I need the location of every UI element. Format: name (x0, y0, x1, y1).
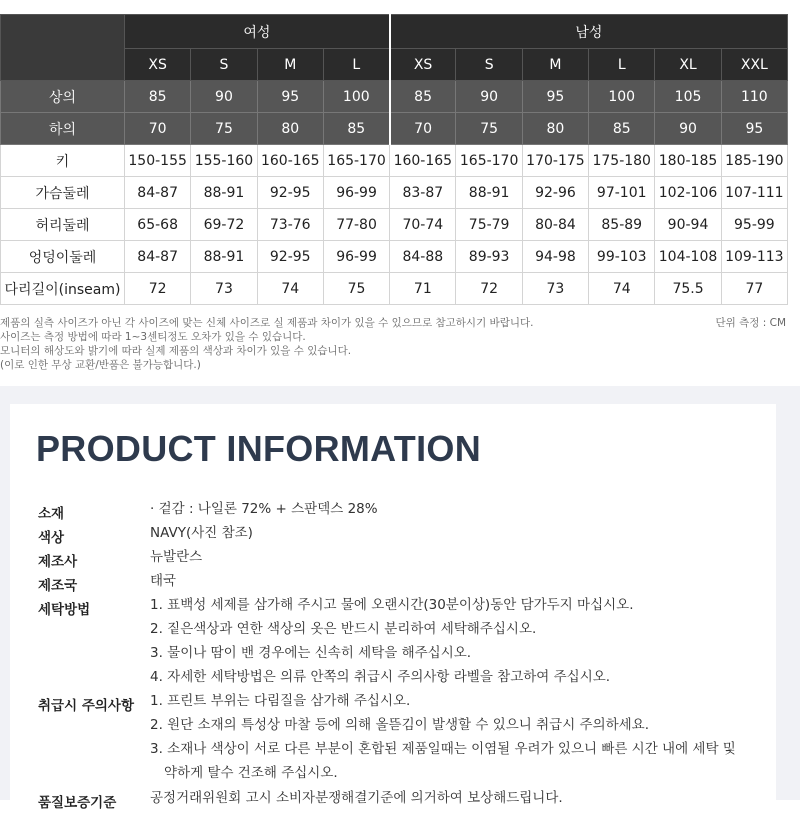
caution-item: 약하게 탈수 건조해 주십시오. (164, 765, 338, 781)
product-info-title: PRODUCT INFORMATION (36, 428, 481, 469)
table-cell: 80-84 (522, 209, 588, 241)
inseam-row (1, 273, 788, 305)
table-cell: 100 (323, 81, 389, 113)
table-cell: 70-74 (390, 209, 456, 241)
product-info-card (10, 404, 776, 824)
warranty-label: 품질보증기준 (38, 795, 117, 811)
row-label: 다리길이(inseam) (1, 273, 125, 305)
caution-label: 취급시 주의사항 (38, 698, 134, 714)
table-cell: 85-89 (589, 209, 655, 241)
size-chart-table (0, 14, 788, 305)
row-label: 하의 (1, 113, 125, 145)
wash-label: 세탁방법 (38, 602, 91, 618)
size-header-cell: S (191, 49, 257, 81)
caution-item: 2. 원단 소재의 특성상 마찰 등에 의해 올뜯김이 발생할 수 있으니 취급시 주의하세요. (150, 717, 650, 733)
country-label: 제조국 (38, 578, 78, 594)
size-header-cell: L (323, 49, 389, 81)
product-info-section (0, 386, 800, 811)
table-cell: 88-91 (191, 241, 257, 273)
table-cell: 100 (589, 81, 655, 113)
note-line: (이로 인한 무상 교환/반품은 불가능합니다.) (0, 359, 201, 371)
table-cell: 83-87 (390, 177, 456, 209)
size-header-cell: XL (655, 49, 721, 81)
women-group-header: 여성 (125, 15, 390, 49)
table-cell: 90 (191, 81, 257, 113)
table-cell: 105 (655, 81, 721, 113)
table-cell: 97-101 (589, 177, 655, 209)
size-header-cell: XS (125, 49, 191, 81)
men-group-header: 남성 (390, 15, 788, 49)
table-cell: 85 (323, 113, 389, 145)
table-corner-cell (1, 15, 125, 81)
row-label: 가슴둘레 (1, 177, 125, 209)
wash-item: 1. 표백성 세제를 삼가해 주시고 물에 오랜시간(30분이상)동안 담가두지 마십시오. (150, 597, 634, 613)
table-cell: 75 (191, 113, 257, 145)
note-line: 제품의 실측 사이즈가 아닌 각 사이즈에 맞는 신체 사이즈로 실 제품과 차이가 있을 수 있으므로 참고하시기 바랍니다. (0, 317, 534, 329)
table-cell: 72 (456, 273, 522, 305)
top-size-row (1, 81, 788, 113)
bottom-size-row (1, 113, 788, 145)
size-header-cell: S (456, 49, 522, 81)
table-cell: 89-93 (456, 241, 522, 273)
table-cell: 71 (390, 273, 456, 305)
table-cell: 170-175 (522, 145, 588, 177)
caution-list (150, 689, 770, 785)
hip-row (1, 241, 788, 273)
table-cell: 102-106 (655, 177, 721, 209)
wash-item: 2. 짙은색상과 연한 색상의 옷은 반드시 분리하여 세탁해주십시오. (150, 621, 537, 637)
wash-item: 4. 자세한 세탁방법은 의류 안쪽의 취급시 주의사항 라벨을 참고하여 주십시오. (150, 669, 611, 685)
table-cell: 73 (522, 273, 588, 305)
row-label: 엉덩이둘레 (1, 241, 125, 273)
table-cell: 160-165 (390, 145, 456, 177)
table-cell: 84-87 (125, 177, 191, 209)
note-line: 모니터의 해상도와 밝기에 따라 실제 제품의 색상과 차이가 있을 수 있습니다. (0, 345, 352, 357)
table-cell: 72 (125, 273, 191, 305)
table-cell: 70 (125, 113, 191, 145)
table-cell: 90-94 (655, 209, 721, 241)
table-cell: 90 (456, 81, 522, 113)
table-cell: 160-165 (257, 145, 323, 177)
warranty-value: 공정거래위원회 고시 소비자분쟁해결기준에 의거하여 보상해드립니다. (150, 790, 563, 806)
table-cell: 175-180 (589, 145, 655, 177)
table-cell: 88-91 (191, 177, 257, 209)
table-cell: 75 (456, 113, 522, 145)
table-cell: 75-79 (456, 209, 522, 241)
size-header-cell: M (522, 49, 588, 81)
material-label: 소재 (38, 506, 65, 522)
table-cell: 65-68 (125, 209, 191, 241)
material-value: · 겉감 : 나일론 72% + 스판덱스 28% (150, 501, 378, 517)
table-cell: 90 (655, 113, 721, 145)
table-cell: 165-170 (456, 145, 522, 177)
table-cell: 185-190 (721, 145, 787, 177)
row-label: 상의 (1, 81, 125, 113)
table-cell: 180-185 (655, 145, 721, 177)
maker-label: 제조사 (38, 554, 78, 570)
unit-note: 단위 측정 : CM (715, 317, 786, 329)
table-cell: 155-160 (191, 145, 257, 177)
table-cell: 80 (257, 113, 323, 145)
table-cell: 77 (721, 273, 787, 305)
table-cell: 69-72 (191, 209, 257, 241)
color-label: 색상 (38, 530, 65, 546)
table-cell: 84-88 (390, 241, 456, 273)
size-header-cell: L (589, 49, 655, 81)
table-cell: 88-91 (456, 177, 522, 209)
table-cell: 73 (191, 273, 257, 305)
color-value: NAVY(사진 참조) (150, 525, 253, 541)
table-cell: 92-95 (257, 177, 323, 209)
table-cell: 77-80 (323, 209, 389, 241)
table-cell: 96-99 (323, 177, 389, 209)
table-cell: 74 (257, 273, 323, 305)
table-cell: 109-113 (721, 241, 787, 273)
table-cell: 104-108 (655, 241, 721, 273)
table-cell: 110 (721, 81, 787, 113)
size-header-cell: XXL (721, 49, 787, 81)
table-cell: 94-98 (522, 241, 588, 273)
table-cell: 107-111 (721, 177, 787, 209)
waist-row (1, 209, 788, 241)
country-value: 태국 (150, 573, 177, 589)
table-cell: 73-76 (257, 209, 323, 241)
caution-item: 1. 프린트 부위는 다림질을 삼가해 주십시오. (150, 693, 411, 709)
note-line: 사이즈는 측정 방법에 따라 1~3센티정도 오차가 있을 수 있습니다. (0, 331, 306, 343)
table-cell: 92-96 (522, 177, 588, 209)
table-cell: 70 (390, 113, 456, 145)
size-header-cell: M (257, 49, 323, 81)
height-row (1, 145, 788, 177)
gender-header-row (1, 15, 788, 49)
row-label: 허리둘레 (1, 209, 125, 241)
table-cell: 92-95 (257, 241, 323, 273)
table-cell: 96-99 (323, 241, 389, 273)
wash-list (150, 593, 770, 689)
chest-row (1, 177, 788, 209)
table-cell: 85 (589, 113, 655, 145)
size-notes (0, 316, 790, 372)
size-header-cell: XS (390, 49, 456, 81)
table-cell: 85 (125, 81, 191, 113)
table-cell: 74 (589, 273, 655, 305)
caution-item: 3. 소재나 색상이 서로 다른 부분이 혼합된 제품일때는 이염될 우려가 있으니 빠른 시간 내에 세탁 및 (150, 741, 736, 757)
table-cell: 95 (721, 113, 787, 145)
table-cell: 99-103 (589, 241, 655, 273)
table-cell: 95 (522, 81, 588, 113)
table-cell: 85 (390, 81, 456, 113)
table-cell: 95 (257, 81, 323, 113)
wash-item: 3. 물이나 땀이 밴 경우에는 신속히 세탁을 해주십시오. (150, 645, 472, 661)
table-cell: 165-170 (323, 145, 389, 177)
row-label: 키 (1, 145, 125, 177)
table-cell: 80 (522, 113, 588, 145)
table-cell: 84-87 (125, 241, 191, 273)
table-cell: 95-99 (721, 209, 787, 241)
table-cell: 150-155 (125, 145, 191, 177)
table-cell: 75.5 (655, 273, 721, 305)
table-cell: 75 (323, 273, 389, 305)
maker-value: 뉴발란스 (150, 549, 203, 565)
